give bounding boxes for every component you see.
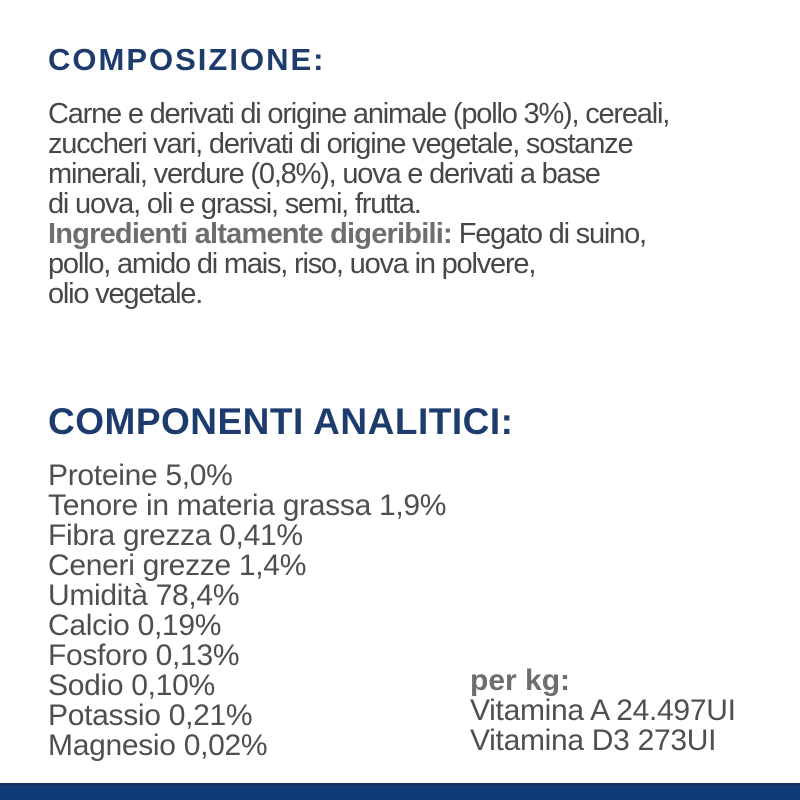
bold-label: Ingredienti altamente digeribili: xyxy=(48,218,452,250)
bottom-brand-bar xyxy=(0,783,800,800)
composition-line: minerali, verdure (0,8%), uova e derivati a base xyxy=(48,158,600,190)
per-kg-items xyxy=(470,696,790,756)
composition-line: Ingredienti altamente digeribili: Fegato di suino, xyxy=(48,218,646,250)
analytical-item: Calcio 0,19% xyxy=(48,609,222,642)
composition-line: zuccheri vari, derivati di origine vegetale, sostanze xyxy=(48,128,633,160)
vitamin-item: Vitamina D3 273UI xyxy=(470,724,717,757)
analytical-item: Ceneri grezze 1,4% xyxy=(48,549,307,582)
per-kg-block xyxy=(470,666,790,756)
analytical-item: Fosforo 0,13% xyxy=(48,639,240,672)
composition-line: Carne e derivati di origine animale (pollo 3%), cereali, xyxy=(48,98,670,130)
analytical-item: Proteine 5,0% xyxy=(48,459,233,492)
analytical-components-heading: COMPONENTI ANALITICI: xyxy=(48,401,514,442)
composition-line: pollo, amido di mais, riso, uova in polvere, xyxy=(48,248,536,280)
composition-line: di uova, oli e grassi, semi, frutta. xyxy=(48,188,421,220)
analytical-item: Sodio 0,10% xyxy=(48,669,215,702)
analytical-components-list xyxy=(48,461,488,761)
analytical-item: Magnesio 0,02% xyxy=(48,729,268,762)
analytical-item: Potassio 0,21% xyxy=(48,699,253,732)
analytical-item: Fibra grezza 0,41% xyxy=(48,519,303,552)
composition-heading: COMPOSIZIONE: xyxy=(48,42,326,77)
composition-paragraph xyxy=(48,99,778,309)
analytical-item: Umidità 78,4% xyxy=(48,579,240,612)
per-kg-label: per kg: xyxy=(470,664,571,697)
vitamin-item: Vitamina A 24.497UI xyxy=(470,694,736,727)
analytical-item: Tenore in materia grassa 1,9% xyxy=(48,489,447,522)
composition-line: olio vegetale. xyxy=(48,278,203,310)
